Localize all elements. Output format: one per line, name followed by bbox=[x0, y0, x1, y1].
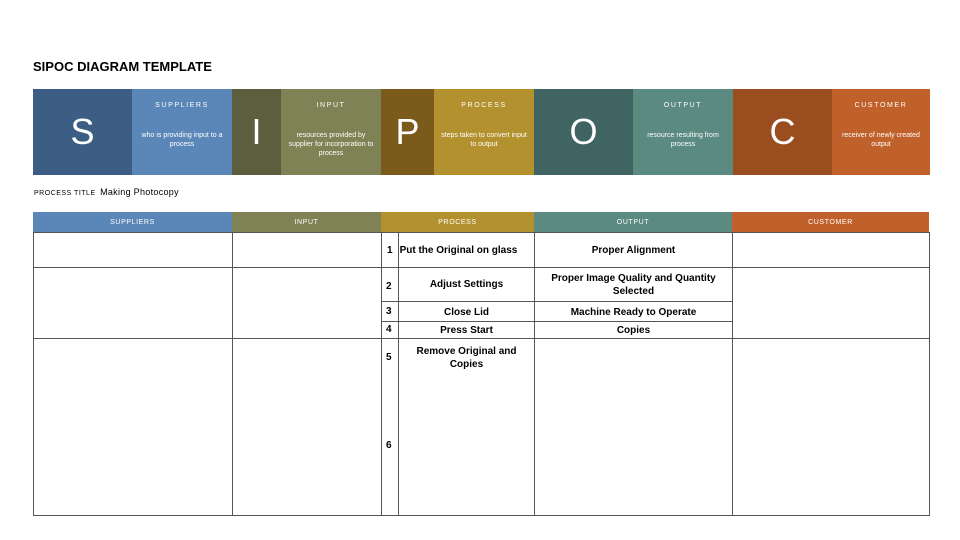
table-header-row bbox=[33, 212, 929, 232]
letter-o: O bbox=[534, 89, 633, 175]
input-heading: INPUT bbox=[316, 102, 346, 109]
header-process: PROCESS bbox=[381, 212, 534, 232]
sipoc-band bbox=[33, 89, 930, 175]
step-number: 5 bbox=[386, 352, 392, 363]
customer-block bbox=[832, 89, 930, 175]
customer-desc: receiver of newly created output bbox=[842, 132, 920, 148]
process-heading: PROCESS bbox=[461, 102, 507, 109]
output-cell: Machine Ready to Operate bbox=[570, 306, 697, 318]
process-title-label: PROCESS TITLE bbox=[34, 190, 96, 197]
process-title-value: Making Photocopy bbox=[100, 187, 179, 197]
output-cell: Proper Alignment bbox=[591, 244, 676, 256]
col-divider bbox=[381, 233, 382, 515]
step-number: 3 bbox=[386, 306, 392, 317]
process-title bbox=[34, 187, 179, 197]
process-step: Press Start bbox=[440, 325, 493, 336]
letter-p: P bbox=[381, 89, 434, 175]
suppliers-heading: SUPPLIERS bbox=[155, 102, 209, 109]
header-customer: CUSTOMER bbox=[732, 212, 929, 232]
step-number: 1 bbox=[387, 244, 393, 256]
customer-heading: CUSTOMER bbox=[854, 102, 908, 109]
output-heading: OUTPUT bbox=[663, 102, 703, 109]
col-divider bbox=[732, 233, 733, 515]
letter-c: C bbox=[733, 89, 832, 175]
header-input: INPUT bbox=[232, 212, 381, 232]
input-desc: resources provided by supplier for incorporation to process bbox=[288, 132, 374, 157]
output-desc: resource resulting from process bbox=[647, 132, 719, 148]
page-title: SIPOC DIAGRAM TEMPLATE bbox=[33, 59, 212, 74]
step-number: 4 bbox=[386, 324, 392, 335]
header-output: OUTPUT bbox=[534, 212, 732, 232]
process-desc: steps taken to convert input to output bbox=[441, 132, 527, 148]
table-row-1 bbox=[381, 233, 534, 267]
process-step: Put the Original on glass bbox=[399, 244, 518, 256]
col-divider bbox=[232, 233, 233, 515]
sipoc-table bbox=[33, 232, 930, 516]
input-block bbox=[281, 89, 381, 175]
step-number: 2 bbox=[386, 281, 392, 292]
process-step: Remove Original and Copies bbox=[416, 346, 517, 370]
suppliers-desc: who is providing input to a process bbox=[141, 132, 223, 148]
process-step: Close Lid bbox=[443, 306, 489, 318]
output-cell: Proper Image Quality and Quantity Selected bbox=[551, 273, 716, 297]
output-cell: Copies bbox=[616, 325, 651, 336]
letter-s: S bbox=[33, 89, 132, 175]
suppliers-block bbox=[132, 89, 232, 175]
header-suppliers: SUPPLIERS bbox=[33, 212, 232, 232]
letter-i: I bbox=[232, 89, 281, 175]
step-number: 6 bbox=[386, 440, 392, 451]
process-block bbox=[434, 89, 534, 175]
output-block bbox=[633, 89, 733, 175]
process-step: Adjust Settings bbox=[429, 278, 504, 290]
